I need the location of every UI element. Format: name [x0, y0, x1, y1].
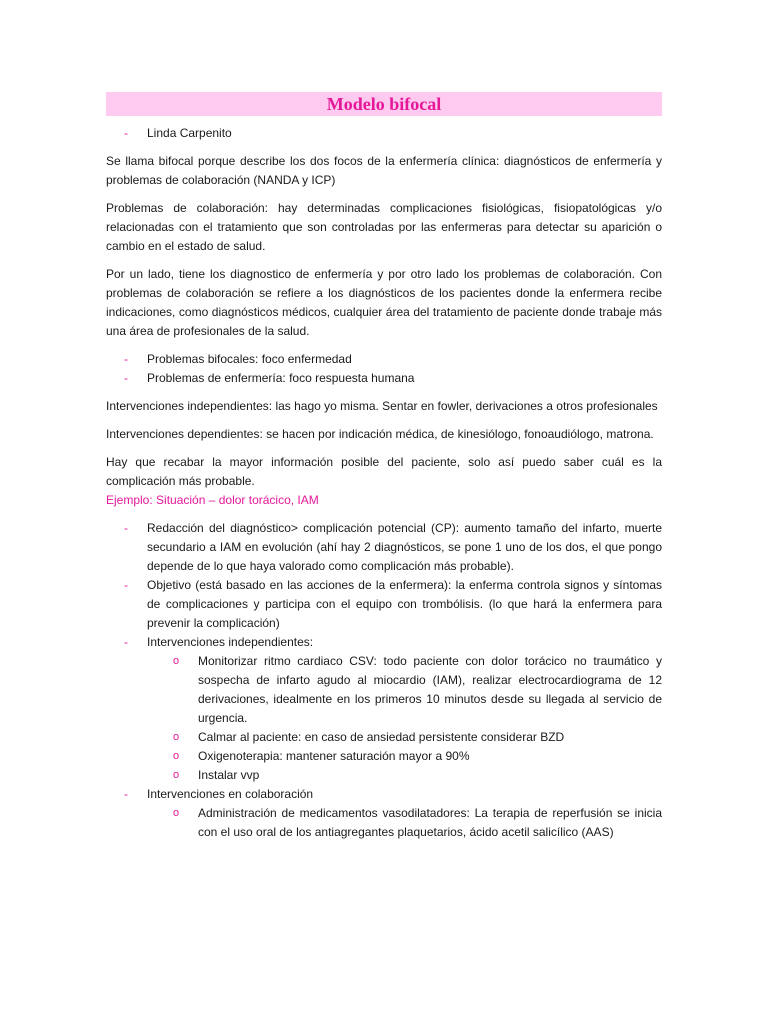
paragraph: Problemas de colaboración: hay determinadas complicaciones fisiológicas, fisiopatológicas y/o relacionadas con el tratamiento que son controladas por las enfermeras para detectar su aparición o cambio en el estado de salud.	[106, 201, 662, 253]
collaboration-interventions-list	[106, 804, 662, 842]
paragraph: Intervenciones dependientes: se hacen por indicación médica, de kinesiólogo, fonoaudiólogo, matrona.	[106, 427, 654, 441]
page-title: Modelo bifocal	[326, 94, 442, 114]
paragraph: Por un lado, tiene los diagnostico de enfermería y por otro lado los problemas de colaboración. Con problemas de colaboración se refiere a los diagnósticos de los pacientes donde la enfermera recibe indicaciones, como diagnósticos médicos, cualquier área del tratamiento de paciente donde trabaje más una área de profesionales de la salud.	[106, 267, 662, 338]
sublist-item-text: Oxigenoterapia: mantener saturación mayor a 90%	[198, 749, 470, 763]
dash-bullet: -	[124, 352, 128, 366]
author-name: Linda Carpenito	[147, 126, 232, 140]
title-banner	[106, 92, 662, 116]
sublist-item-text: Instalar vvp	[198, 768, 260, 782]
list-item	[106, 519, 662, 576]
circle-bullet: o	[173, 731, 180, 743]
list-item	[106, 785, 662, 804]
dash-bullet: -	[124, 635, 128, 649]
independent-interventions-list	[106, 652, 662, 785]
dash-bullet: -	[124, 126, 128, 140]
dash-bullet: -	[124, 371, 128, 385]
document-page	[106, 92, 662, 842]
sublist-item	[106, 766, 662, 785]
circle-bullet: o	[173, 750, 180, 762]
example-list	[106, 519, 662, 652]
sublist-item	[106, 652, 662, 728]
list-item	[106, 576, 662, 633]
list-item	[106, 633, 662, 652]
dash-bullet: -	[124, 578, 128, 592]
paragraph: Se llama bifocal porque describe los dos focos de la enfermería clínica: diagnósticos de enfermería y problemas de colaboración (NANDA y ICP)	[106, 154, 662, 187]
paragraph: Hay que recabar la mayor información posible del paciente, solo así puedo saber cuál es la complicación más probable.	[106, 455, 662, 488]
sublist-item-text: Calmar al paciente: en caso de ansiedad persistente considerar BZD	[198, 730, 565, 744]
sublist-item	[106, 728, 662, 747]
dash-bullet: -	[124, 787, 128, 801]
list-item-text: Problemas bifocales: foco enfermedad	[147, 352, 352, 366]
author-list	[106, 124, 662, 143]
sublist-item-text: Monitorizar ritmo cardiaco CSV: todo paciente con dolor torácico no traumático y sospecha de infarto agudo al miocardio (IAM), realizar electrocardiograma de 12 derivaciones, idealmente en los primeros 10 minutos desde su llegada al servicio de urgencia.	[198, 654, 662, 725]
list-item-text: Objetivo (está basado en las acciones de la enfermera): la enferma controla signos y síntomas de complicaciones y participa con el equipo con trombólisis. (lo que hará la enfermera para prevenir la complicación)	[147, 578, 662, 630]
circle-bullet: o	[173, 655, 180, 667]
paragraph: Intervenciones independientes: las hago yo misma. Sentar en fowler, derivaciones a otros profesionales	[106, 399, 658, 413]
list-item	[106, 124, 662, 143]
list-item-text: Redacción del diagnóstico> complicación potencial (CP): aumento tamaño del infarto, muerte secundario a IAM en evolución (ahí hay 2 diagnósticos, se pone 1 uno de los dos, el que pongo depende de lo que haya valorado como complicación más probable).	[147, 521, 662, 573]
sublist-item	[106, 804, 662, 842]
sublist-item	[106, 747, 662, 766]
problems-list	[106, 350, 662, 388]
circle-bullet: o	[173, 769, 180, 781]
list-item	[106, 369, 662, 388]
sublist-item-text: Administración de medicamentos vasodilatadores: La terapia de reperfusión se inicia con el uso oral de los antiagregantes plaquetarios, ácido acetil salicílico (AAS)	[198, 806, 662, 839]
list-item-text: Problemas de enfermería: foco respuesta humana	[147, 371, 415, 385]
dash-bullet: -	[124, 521, 128, 535]
list-item	[106, 350, 662, 369]
example-heading: Ejemplo: Situación – dolor torácico, IAM	[106, 493, 319, 507]
list-item-text: Intervenciones en colaboración	[147, 787, 314, 801]
collaboration-list	[106, 785, 662, 804]
circle-bullet: o	[173, 807, 180, 819]
list-item-text: Intervenciones independientes:	[147, 635, 314, 649]
